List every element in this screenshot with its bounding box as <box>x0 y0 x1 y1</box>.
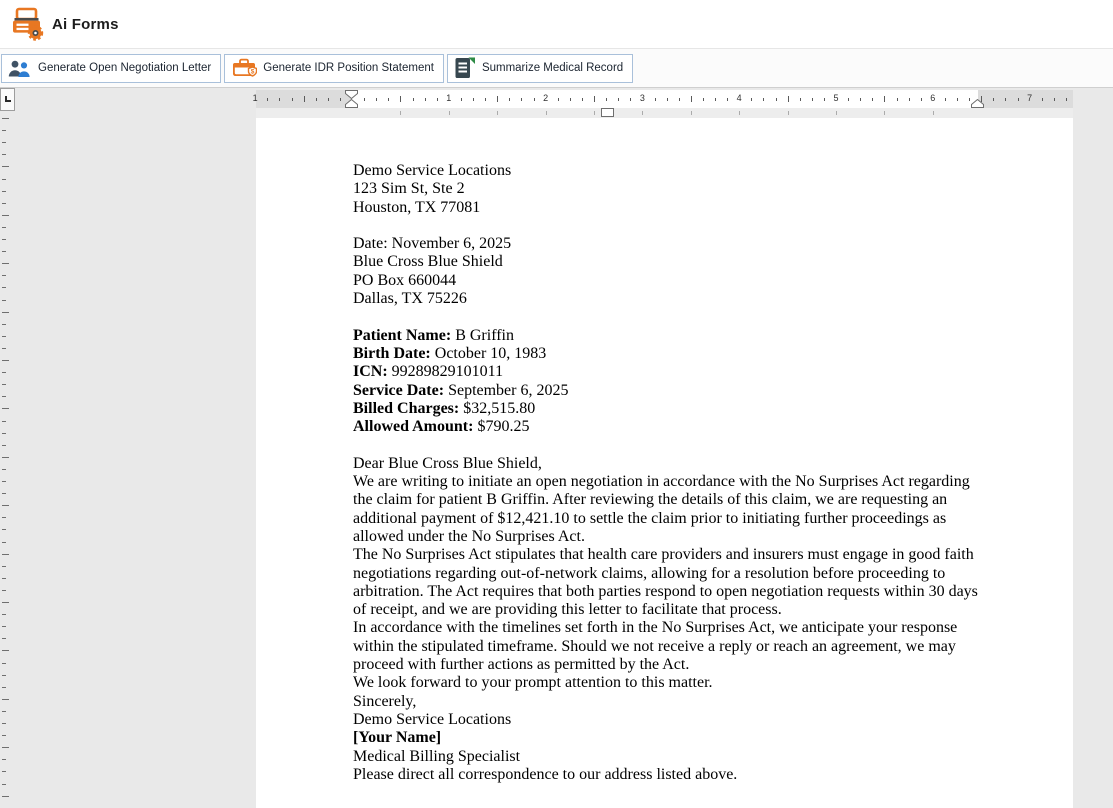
ruler-subtick <box>933 111 934 115</box>
vertical-ruler-tick <box>2 324 6 325</box>
ruler-subtick <box>546 111 547 115</box>
ruler-tick <box>582 98 583 101</box>
ruler-subtick <box>400 111 401 115</box>
vertical-ruler-tick <box>2 796 9 797</box>
ruler-tick <box>812 98 813 101</box>
ruler-tick <box>509 98 510 101</box>
hanging-indent-marker[interactable] <box>345 99 358 108</box>
ruler-tick <box>376 98 377 101</box>
ruler-tick <box>521 98 522 101</box>
vertical-ruler-tick <box>2 747 9 748</box>
ruler-tick <box>304 96 305 102</box>
ruler-tick <box>340 98 341 101</box>
vertical-ruler-tick <box>2 179 6 180</box>
ruler-tick <box>800 98 801 101</box>
vertical-ruler-tick <box>2 590 6 591</box>
generate-idr-position-statement-button[interactable] <box>224 54 444 83</box>
body-paragraph: We look forward to your prompt attention to this matter. <box>353 674 713 692</box>
ruler-tick <box>703 98 704 101</box>
ruler-tick <box>715 98 716 101</box>
ruler-tick <box>691 96 692 102</box>
ruler-tick <box>1018 98 1019 101</box>
recipient-line: Dallas, TX 75226 <box>353 290 467 308</box>
ruler-number: 1 <box>446 93 452 103</box>
button-label: Generate IDR Position Statement <box>263 62 434 74</box>
ruler-subtick <box>594 111 595 115</box>
vertical-ruler-tick <box>2 166 9 167</box>
vertical-ruler-tick <box>2 517 6 518</box>
vertical-ruler-tick <box>2 735 6 736</box>
ruler-subtick <box>739 111 740 115</box>
recipient-line: Blue Cross Blue Shield <box>353 253 503 271</box>
vertical-ruler-tick <box>2 312 9 313</box>
recipient-line: PO Box 660044 <box>353 271 457 289</box>
ruler-tick <box>655 98 656 101</box>
vertical-ruler-tick <box>2 348 6 349</box>
ruler-subtick <box>788 111 789 115</box>
patient-field-row <box>353 327 978 345</box>
vertical-ruler-tick <box>2 784 6 785</box>
vertical-ruler-tick <box>2 638 6 639</box>
ruler-tick <box>751 98 752 101</box>
ruler-tick <box>630 98 631 101</box>
summarize-medical-record-button[interactable] <box>447 54 633 83</box>
ruler-tick <box>727 98 728 101</box>
vertical-ruler-tick <box>2 384 6 385</box>
blank-line <box>353 436 978 454</box>
ruler-tick <box>364 98 365 101</box>
vertical-ruler-tick <box>2 263 9 264</box>
vertical-ruler-tick <box>2 154 6 155</box>
patient-field-row <box>353 363 978 381</box>
ruler-tick <box>897 98 898 101</box>
vertical-ruler-tick <box>2 433 6 434</box>
patient-field-row <box>353 400 978 418</box>
ruler-subtick <box>642 111 643 115</box>
ruler-tick <box>763 98 764 101</box>
ruler-substrip <box>256 108 1073 118</box>
ruler-subtick <box>449 111 450 115</box>
ruler-tick <box>884 96 885 102</box>
button-label: Generate Open Negotiation Letter <box>38 62 212 74</box>
ruler-tick <box>1042 98 1043 101</box>
document-icon <box>454 57 476 79</box>
ruler-tick <box>981 96 982 102</box>
vertical-ruler-tick <box>2 529 6 530</box>
ruler-number: 5 <box>833 93 839 103</box>
patient-field-row <box>353 382 978 400</box>
ruler-tick <box>969 98 970 101</box>
vertical-ruler-tick <box>2 251 6 252</box>
ruler-number: 4 <box>736 93 742 103</box>
vertical-ruler-tick <box>2 300 6 301</box>
vertical-ruler-tick <box>2 723 6 724</box>
ruler-tick <box>461 98 462 101</box>
ruler-tick <box>776 98 777 101</box>
signature-title: Medical Billing Specialist <box>353 747 521 765</box>
blank-line <box>353 308 978 326</box>
recipient-line: Date: November 6, 2025 <box>353 235 512 253</box>
ruler-number: 7 <box>1027 93 1033 103</box>
vertical-ruler-tick <box>2 663 6 664</box>
field-value: 99289829101011 <box>391 363 504 381</box>
ruler-tick <box>679 98 680 101</box>
vertical-ruler-tick <box>2 396 6 397</box>
ruler-tick <box>485 98 486 101</box>
ruler-tick <box>993 98 994 101</box>
ruler-number: 2 <box>543 93 549 103</box>
vertical-ruler-tick <box>2 493 6 494</box>
ruler-tick <box>437 98 438 101</box>
vertical-ruler-tick <box>2 275 6 276</box>
ruler-tick <box>848 98 849 101</box>
vertical-ruler[interactable] <box>0 112 10 808</box>
sender-line: 123 Sim St, Ste 2 <box>353 180 465 198</box>
vertical-ruler-tick <box>2 614 6 615</box>
field-value: B Griffin <box>455 326 514 344</box>
ruler-right-margin-segment <box>978 90 1073 108</box>
vertical-ruler-tick <box>2 118 9 119</box>
field-label: Birth Date: <box>353 344 431 362</box>
generate-open-negotiation-letter-button[interactable] <box>1 54 221 83</box>
vertical-ruler-tick <box>2 711 6 712</box>
sender-line: Demo Service Locations <box>353 162 512 179</box>
vertical-ruler-tick <box>2 675 6 676</box>
vertical-ruler-tick <box>2 542 6 543</box>
vertical-ruler-tick <box>2 215 9 216</box>
ruler-tick <box>594 96 595 102</box>
body-paragraph: In accordance with the timelines set forth in the No Surprises Act, we anticipate your response within the stipulated timeframe. Should we not receive a reply or reach an agreement, we may proceed with further actions as permitted by the Act. <box>353 619 958 674</box>
editor-area <box>0 88 1113 808</box>
ruler-tick <box>957 98 958 101</box>
ruler-tick <box>618 98 619 101</box>
field-label: Service Date: <box>353 381 445 399</box>
signature-placeholder: [Your Name] <box>353 729 442 747</box>
ruler-subtick <box>497 111 498 115</box>
vertical-ruler-tick <box>2 130 6 131</box>
document-page[interactable] <box>256 118 1073 808</box>
vertical-ruler-tick <box>2 445 6 446</box>
patient-field-row <box>353 345 978 363</box>
horizontal-ruler[interactable] <box>0 90 1113 108</box>
ruler-tick <box>388 98 389 101</box>
briefcase-shield-icon <box>231 57 257 79</box>
button-label: Summarize Medical Record <box>481 62 624 74</box>
vertical-ruler-tick <box>2 578 6 579</box>
ruler-tick <box>292 98 293 101</box>
patient-field-row <box>353 418 978 436</box>
ruler-tick <box>606 98 607 101</box>
vertical-ruler-tick <box>2 227 6 228</box>
field-label: ICN: <box>353 363 388 381</box>
ruler-tick <box>425 98 426 101</box>
field-label: Patient Name: <box>353 326 452 344</box>
vertical-ruler-tick <box>2 469 6 470</box>
ruler-number: 3 <box>639 93 645 103</box>
ruler-tick <box>400 96 401 102</box>
vertical-ruler-tick <box>2 372 6 373</box>
blank-line <box>353 217 978 235</box>
body-paragraph: We are writing to initiate an open negotiation in accordance with the No Surprises Act regarding the claim for patient B Griffin. After reviewing the details of this claim, we are requesting an additional payment of $12,421.10 to settle the claim prior to initiating further proceedings as allowed under the No Surprises Act. <box>353 473 970 545</box>
vertical-ruler-tick <box>2 239 6 240</box>
vertical-ruler-tick <box>2 421 6 422</box>
vertical-ruler-tick <box>2 336 6 337</box>
app-title: Ai Forms <box>52 15 119 33</box>
ruler-number: 6 <box>930 93 936 103</box>
ruler-tick <box>497 96 498 102</box>
ruler-number: 1 <box>252 93 258 103</box>
vertical-ruler-tick <box>2 687 6 688</box>
field-label: Billed Charges: <box>353 399 460 417</box>
field-value: October 10, 1983 <box>434 344 547 362</box>
ruler-subtick <box>836 111 837 115</box>
vertical-ruler-tick <box>2 203 6 204</box>
ruler-tick <box>534 98 535 101</box>
ruler-tick <box>328 98 329 101</box>
field-value: $32,515.80 <box>463 399 536 417</box>
app-header <box>0 0 1113 48</box>
vertical-ruler-tick <box>2 191 6 192</box>
closing-company: Demo Service Locations <box>353 710 512 728</box>
ruler-tick <box>316 98 317 101</box>
ruler-tick <box>1054 98 1055 101</box>
field-label: Allowed Amount: <box>353 418 474 436</box>
ruler-subtick <box>691 111 692 115</box>
body-paragraph: The No Surprises Act stipulates that health care providers and insurers must engage in good faith negotiations regarding out-of-network claims, allowing for a resolution before proceeding to arbitration. The Act requires that both parties respond to open negotiation requests within 30 days of receipt, and we are providing this letter to facilitate that process. <box>353 546 978 619</box>
vertical-ruler-tick <box>2 287 6 288</box>
ruler-tick <box>279 98 280 101</box>
sender-line: Houston, TX 77081 <box>353 198 481 216</box>
vertical-ruler-tick <box>2 602 9 603</box>
vertical-ruler-tick <box>2 408 9 409</box>
ruler-tick <box>860 98 861 101</box>
people-icon <box>8 59 32 78</box>
ruler-tick <box>1066 98 1067 101</box>
vertical-ruler-tick <box>2 481 6 482</box>
ruler-tick <box>570 98 571 101</box>
ruler-tick <box>909 98 910 101</box>
ruler-tick <box>667 98 668 101</box>
vertical-ruler-tick <box>2 699 9 700</box>
ruler-tick <box>413 98 414 101</box>
ruler-subtick <box>884 111 885 115</box>
field-value: $790.25 <box>477 418 530 436</box>
field-value: September 6, 2025 <box>448 381 569 399</box>
ruler-tick <box>824 98 825 101</box>
ruler-tick <box>267 98 268 101</box>
first-line-indent-marker[interactable] <box>345 90 358 99</box>
vertical-ruler-tick <box>2 566 6 567</box>
vertical-ruler-tick <box>2 759 6 760</box>
salutation: Dear Blue Cross Blue Shield, <box>353 454 542 472</box>
vertical-ruler-tick <box>2 457 9 458</box>
left-indent-marker[interactable] <box>601 108 614 117</box>
toolbar <box>0 48 1113 88</box>
ruler-tick <box>788 96 789 102</box>
vertical-ruler-tick <box>2 505 9 506</box>
closing-line: Sincerely, <box>353 692 417 710</box>
footer-note: Please direct all correspondence to our address listed above. <box>353 765 738 783</box>
vertical-ruler-tick <box>2 142 6 143</box>
ruler-tick <box>1005 98 1006 101</box>
vertical-ruler-tick <box>2 650 9 651</box>
ruler-tick <box>921 98 922 101</box>
ruler-tick <box>558 98 559 101</box>
printer-gear-logo-icon <box>9 6 45 42</box>
svg-text:$: $ <box>250 68 255 76</box>
vertical-ruler-tick <box>2 771 6 772</box>
ruler-tick <box>473 98 474 101</box>
vertical-ruler-tick <box>2 626 6 627</box>
vertical-ruler-tick <box>2 360 9 361</box>
ruler-tick <box>872 98 873 101</box>
vertical-ruler-tick <box>2 554 9 555</box>
ruler-tick <box>945 98 946 101</box>
